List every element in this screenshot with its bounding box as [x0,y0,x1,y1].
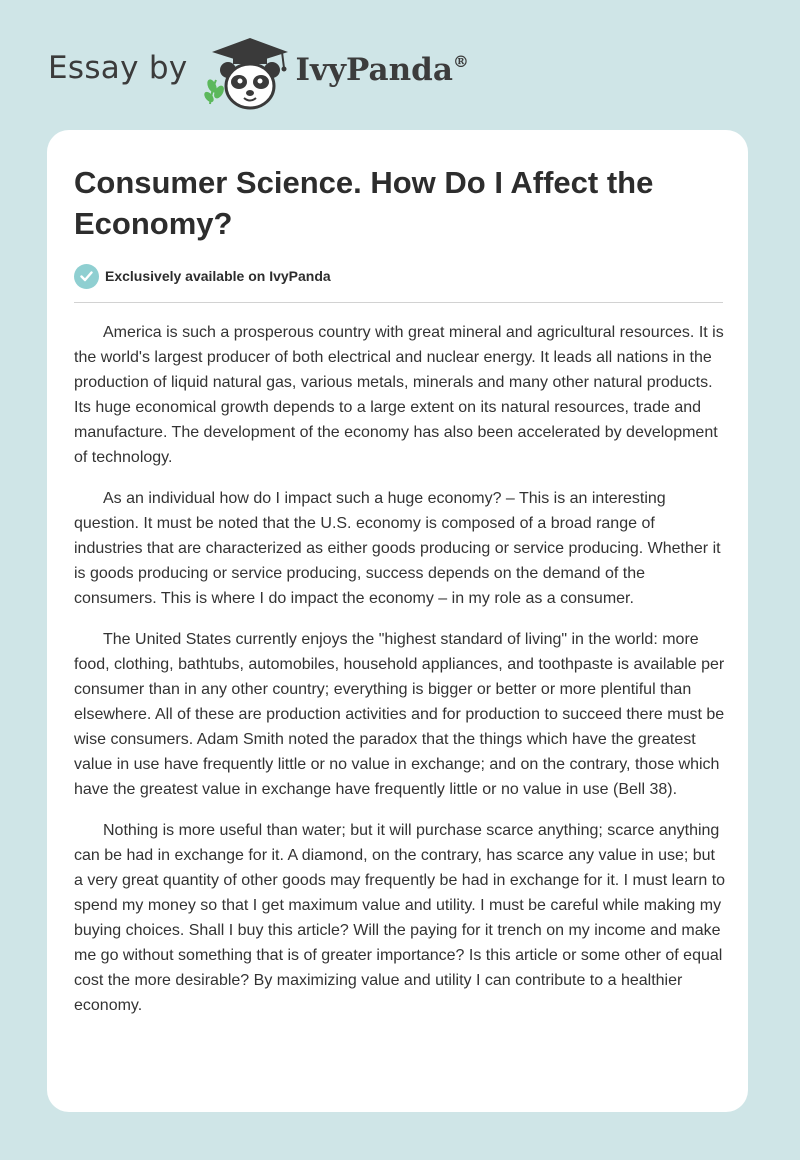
divider [74,302,723,303]
check-icon [74,264,99,289]
essay-body [74,320,726,1034]
exclusive-badge-text: Exclusively available on IvyPanda [105,268,331,284]
paragraph: The United States currently enjoys the "highest standard of living" in the world: more food, clothing, bathtubs, automobiles, household appliances, and toothpaste is available per consumer than in any other country; everything is bigger or better or more plentiful than elsewhere. All of these are production activities and for production to succeed there must be wise consumers. Adam Smith noted the paradox that the things which have the greatest value in use have frequently little or no value in exchange; and on the contrary, those which have the greatest value in exchange have frequently little or no value in use (Bell 38). [74,631,725,798]
brand-header [48,34,469,110]
page-title: Consumer Science. How Do I Affect the Economy? [74,165,654,241]
paragraph: Nothing is more useful than water; but it will purchase scarce anything; scarce anything can be had in exchange for it. A diamond, on the contrary, has scarce any value in use; but a very great quantity of other goods may frequently be had in exchange for it. I must learn to spend my money so that I get maximum value and utility. I must be careful while making my buying choices. Shall I buy this article? Will the paying for it trench on my income and make me go without something that is of greater importance? Is this article or some other of equal cost the more desirable? By maximizing value and utility I can contribute to a healthier economy. [74,822,726,1014]
paragraph: As an individual how do I impact such a huge economy? – This is an interesting question. It must be noted that the U.S. economy is composed of a broad range of industries that are characterized as either goods producing or service producing. Whether it is goods producing or service producing, success depends on the demand of the consumers. This is where I do impact the economy – in my role as a consumer. [74,490,721,607]
paragraph: America is such a prosperous country with great mineral and agricultural resources. It is the world's largest producer of both electrical and nuclear energy. It leads all nations in the production of liquid natural gas, various metals, minerals and many other natural products. Its huge economical growth depends to a large extent on its natural resources, trade and manufacture. The development of the economy has also been accelerated by development of technology. [74,324,724,466]
check-icon-svg [80,271,93,282]
brand-name[interactable] [296,52,469,88]
brand-name-text: IvyPanda [295,52,453,88]
essay-by-label: Essay by [48,50,188,86]
essay-card [47,130,748,1112]
panda-logo-icon[interactable] [200,34,296,110]
registered-mark: ® [452,51,469,71]
panda-logo-svg [200,34,296,110]
exclusive-badge [74,263,331,289]
